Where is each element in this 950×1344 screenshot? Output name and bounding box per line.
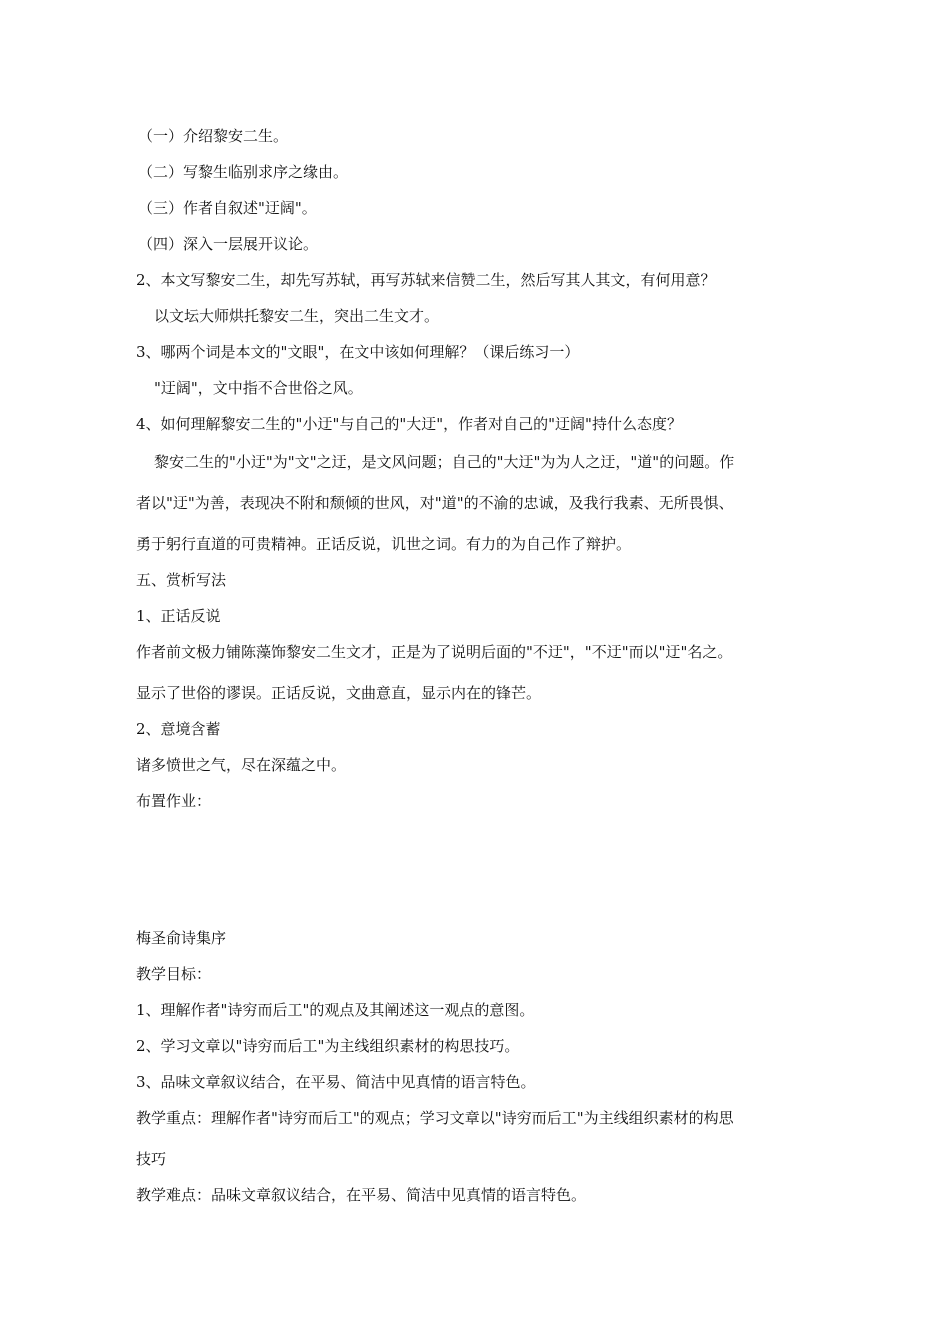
outline-item-4: （四）深入一层展开议论。 bbox=[138, 235, 319, 253]
question-2: 2、本文写黎安二生，却先写苏轼，再写苏轼来信赞二生，然后写其人其文，有何用意？ bbox=[136, 271, 716, 289]
objective-3: 3、品味文章叙议结合，在平易、简洁中见真情的语言特色。 bbox=[136, 1073, 536, 1091]
section-heading-5: 五、赏析写法 bbox=[136, 571, 227, 589]
key-points-line-1: 教学重点：理解作者"诗穷而后工"的观点；学习文章以"诗穷而后工"为主线组织素材的构思 bbox=[136, 1109, 734, 1127]
technique-1-line-1: 作者前文极力铺陈藻饰黎安二生文才，正是为了说明后面的"不迂"，"不迂"而以"迂"名之。 bbox=[136, 643, 733, 661]
homework-label: 布置作业： bbox=[136, 792, 212, 810]
technique-2-heading: 2、意境含蓄 bbox=[136, 720, 221, 738]
answer-2: 以文坛大师烘托黎安二生，突出二生文才。 bbox=[154, 307, 440, 325]
question-3: 3、哪两个词是本文的"文眼"，在文中该如何理解？（课后练习一） bbox=[136, 343, 580, 361]
outline-item-3: （三）作者自叙述"迂阔"。 bbox=[138, 199, 317, 217]
question-4: 4、如何理解黎安二生的"小迂"与自己的"大迂"，作者对自己的"迂阔"持什么态度？ bbox=[136, 415, 682, 433]
answer-3: "迂阔"，文中指不合世俗之风。 bbox=[154, 379, 363, 397]
answer-4-line-2: 者以"迂"为善，表现决不附和颓倾的世风，对"道"的不渝的忠诚，及我行我素、无所畏惧、 bbox=[136, 494, 734, 512]
technique-1-heading: 1、正话反说 bbox=[136, 607, 221, 625]
answer-4-line-3: 勇于躬行直道的可贵精神。正话反说，讥世之词。有力的为自己作了辩护。 bbox=[136, 535, 632, 553]
objectives-label: 教学目标： bbox=[136, 965, 212, 983]
answer-4-line-1: 黎安二生的"小迂"为"文"之迂，是文风问题；自己的"大迂"为为人之迂，"道"的问题。作 bbox=[154, 453, 735, 471]
key-points-line-2: 技巧 bbox=[136, 1150, 167, 1168]
objective-2: 2、学习文章以"诗穷而后工"为主线组织素材的构思技巧。 bbox=[136, 1037, 520, 1055]
outline-item-2: （二）写黎生临别求序之缘由。 bbox=[138, 163, 349, 181]
technique-1-line-2: 显示了世俗的谬误。正话反说，文曲意直，显示内在的锋芒。 bbox=[136, 684, 542, 702]
technique-2-text: 诸多愤世之气，尽在深蕴之中。 bbox=[136, 756, 347, 774]
outline-item-1: （一）介绍黎安二生。 bbox=[138, 127, 289, 145]
difficult-points: 教学难点：品味文章叙议结合，在平易、简洁中见真情的语言特色。 bbox=[136, 1186, 587, 1204]
lesson-title: 梅圣俞诗集序 bbox=[136, 929, 227, 947]
objective-1: 1、理解作者"诗穷而后工"的观点及其阐述这一观点的意图。 bbox=[136, 1001, 535, 1019]
